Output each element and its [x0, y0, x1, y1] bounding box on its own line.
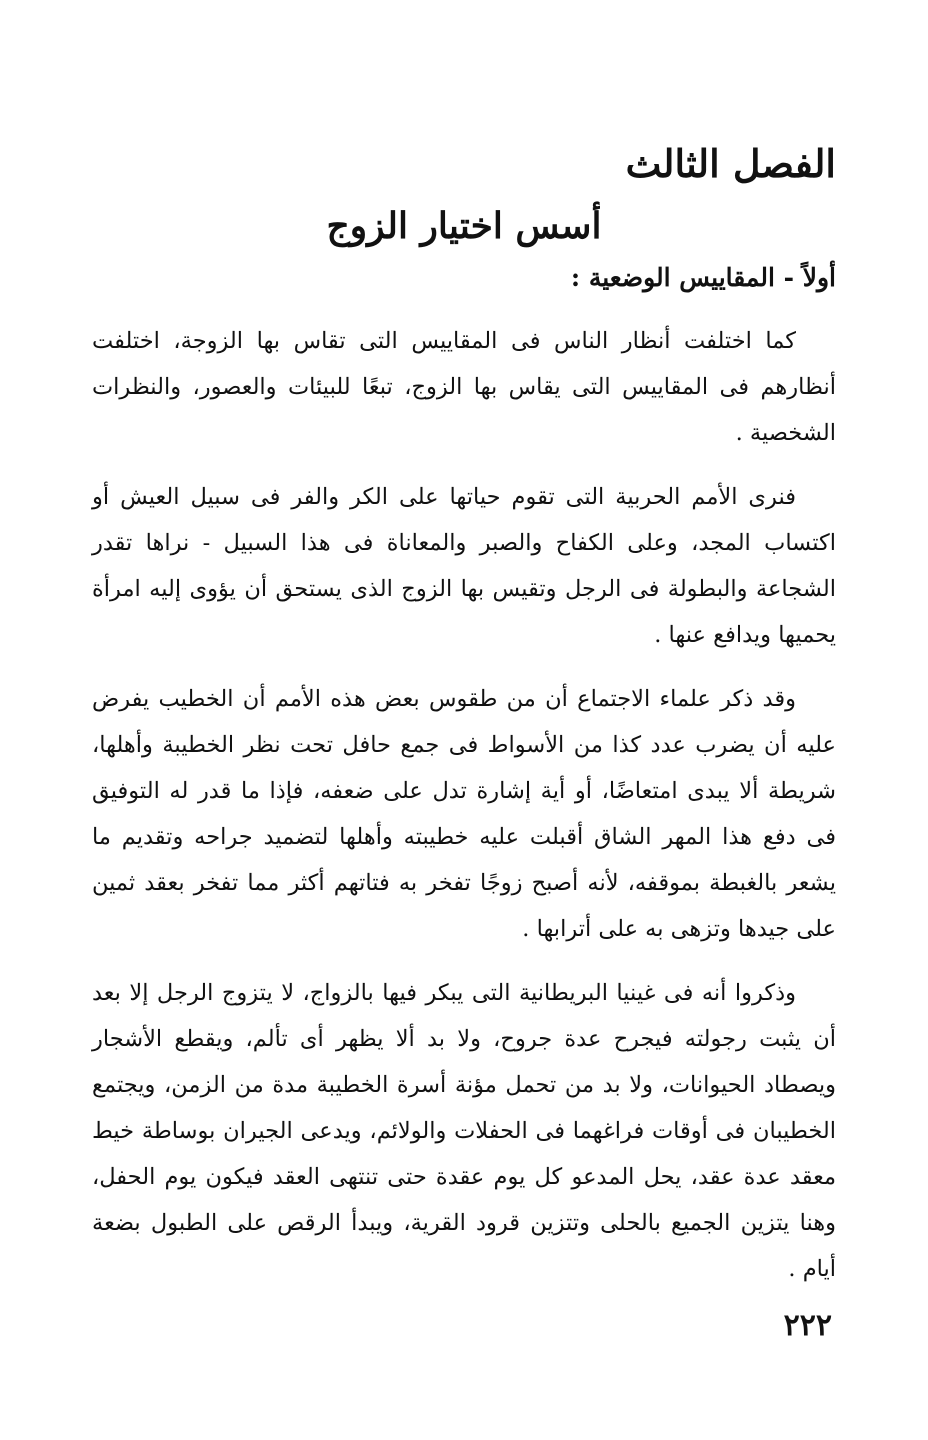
paragraph: كما اختلفت أنظار الناس فى المقاييس التى تقاس بها الزوجة، اختلفت أنظارهم فى المقاييس التى يقاس بها الزوج، تبعًا للبيئات والعصور، والنظرات الشخصية .	[92, 328, 836, 446]
paragraph: وقد ذكر علماء الاجتماع أن من طقوس بعض هذه الأمم أن الخطيب يفرض عليه أن يضرب عدد كذا من الأسواط فى جمع حافل تحت نظر الخطيبة وأهلها، شريطة ألا يبدى امتعاضًا، أو أية إشارة تدل على ضعفه، فإذا ما قدر له التوفيق فى دفع هذا المهر الشاق أقبلت عليه خطيبته وأهلها لتضميد جراحه وتقديم ما يشعر بالغبطة بموقفه، لأنه أصبح زوجًا تفخر به فتاتهم أكثر مما تفخر بعقد ثمين على جيدها وتزهى به على أترابها .	[92, 686, 836, 942]
body-text	[92, 318, 836, 1310]
section-title: أسس اختيار الزوج	[326, 205, 602, 247]
page-number: ٢٢٢	[783, 1308, 832, 1343]
paragraph: وذكروا أنه فى غينيا البريطانية التى يبكر فيها بالزواج، لا يتزوج الرجل إلا بعد أن يثبت رجولته فيجرح عدة جروح، ولا بد ألا يظهر أى تألم، ويقطع الأشجار ويصطاد الحيوانات، ولا بد من تحمل مؤنة أسرة الخطيبة مدة من الزمن، ويجتمع الخطيبان فى أوقات فراغهما فى الحفلات والولائم، ويدعى الجيران بوساطة خيط معقد عدة عقد، يحل المدعو كل يوم عقدة حتى تنتهى العقد فيكون يوم الحفل، وهنا يتزين الجميع بالحلى وتتزين قرود القرية، ويبدأ الرقص على الطبول بضعة أيام .	[92, 980, 836, 1282]
chapter-title: الفصل الثالث	[625, 141, 836, 186]
paragraph: فنرى الأمم الحربية التى تقوم حياتها على الكر والفر فى سبيل العيش أو اكتساب المجد، وعلى الكفاح والصبر والمعاناة فى هذا السبيل - نراها تقدر الشجاعة والبطولة فى الرجل وتقيس بها الزوج الذى يستحق أن يؤوى إليه امرأة يحميها ويدافع عنها .	[92, 484, 836, 648]
subheading: أولاً - المقاييس الوضعية :	[570, 263, 836, 292]
